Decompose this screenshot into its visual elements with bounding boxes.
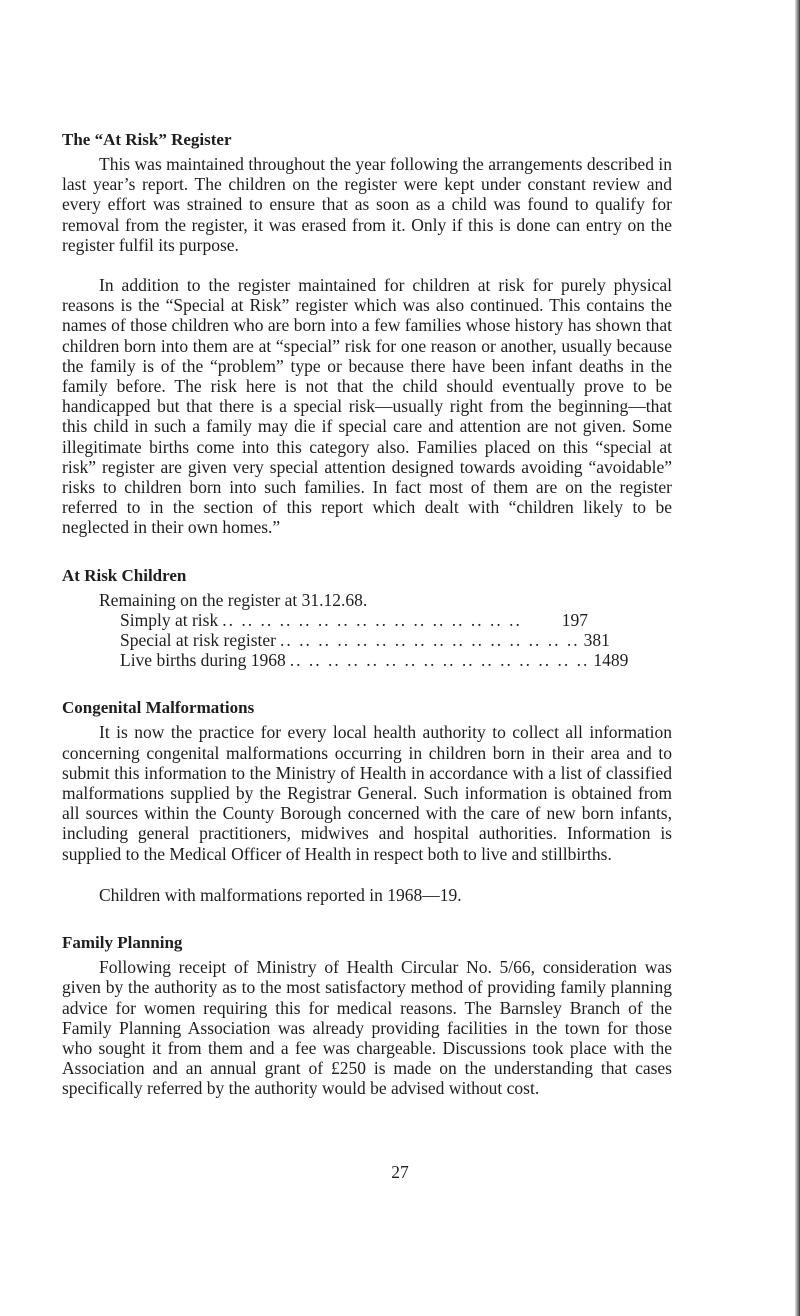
at-risk-register-heading: The “At Risk” Register: [62, 130, 232, 149]
stat-value: 1489: [593, 650, 629, 671]
section-congenital-malformations: [62, 698, 672, 905]
at-risk-children-lead: Remaining on the register at 31.12.68.: [99, 589, 368, 610]
stat-label: Special at risk register: [120, 630, 276, 651]
leader-dots: .. .. .. .. .. .. .. .. .. .. .. .. .. .. .. ..: [222, 609, 522, 630]
section-family-planning: [62, 933, 672, 1098]
stat-row-simply-at-risk: [120, 610, 588, 630]
family-planning-heading: Family Planning: [62, 933, 183, 953]
stat-label: Live births during 1968: [120, 650, 286, 671]
stat-row-special-at-risk: [120, 630, 610, 651]
page-number: 27: [391, 1162, 409, 1182]
stat-value: 197: [561, 609, 588, 630]
family-planning-paragraph-1: Following receipt of Ministry of Health Circular No. 5/66, consideration was given by the authority as to the most satisfactory method of providing family planning advice for women requiring this for medical reasons. The Barnsley Branch of the Family Planning Association was already providing facilities in the town for those who sought it from them and a fee was chargeable. Discussions took place with the Association and an annual grant of £250 is made on the understanding that cases specifically referred by the authority would be advised without cost.: [62, 957, 672, 1099]
at-risk-children-heading: At Risk Children: [62, 565, 187, 585]
section-at-risk-register: [62, 130, 672, 538]
stat-row-live-births: [120, 650, 629, 671]
congenital-malformations-heading: Congenital Malformations: [62, 698, 255, 718]
stat-label: Simply at risk: [120, 609, 219, 630]
at-risk-register-paragraph-1: This was maintained throughout the year following the arrangements described in last year’s report. The children on the register were kept under constant review and every effort was strained to ensure that as soon as a child was found to qualify for removal from the register, it was erased from it. Only if this is done can entry on the register fulfil its purpose.: [62, 154, 672, 255]
leader-dots: .. .. .. .. .. .. .. .. .. .. .. .. .. .. .. ..: [280, 630, 580, 651]
page-content: [62, 130, 672, 1099]
malformations-summary: Children with malformations reported in 1968—19.: [99, 884, 462, 905]
page-edge-shadow: [795, 0, 800, 1316]
leader-dots: .. .. .. .. .. .. .. .. .. .. .. .. .. .. .. ..: [289, 650, 590, 671]
congenital-malformations-paragraph-1: It is now the practice for every local health authority to collect all information concerning congenital malformations occurring in children born in their area and to submit this information to the Ministry of Health in accordance with a list of classified malformations supplied by the Registrar General. Such information is obtained from all sources within the County Borough concerned with the care of new born infants, including general practitioners, midwives and hospital authorities. Information is supplied to the Medical Officer of Health in respect both to live and stillbirths.: [62, 722, 672, 864]
at-risk-register-paragraph-2: In addition to the register maintained for children at risk for purely physical reasons is the “Special at Risk” register which was also continued. This contains the names of those children who are born into a few families whose history has shown that children born into them are at “special” risk for one reason or another, usually because the family is of the “problem” type or because there have been infant deaths in the family before. The risk here is not that the child should eventually prove to be handicapped but that there is a special risk—usually right from the beginning—that this child in such a family may die if special care and attention are not given. Some illegitimate births come into this category also. Families placed on this “special at risk” register are given very special attention designed towards avoiding “avoidable” risks to children born into such families. In fact most of them are on the register referred to in the section of this report which dealt with “children likely to be neglected in their own homes.”: [62, 275, 672, 538]
stat-value: 381: [583, 630, 610, 651]
section-at-risk-children: [62, 566, 672, 671]
